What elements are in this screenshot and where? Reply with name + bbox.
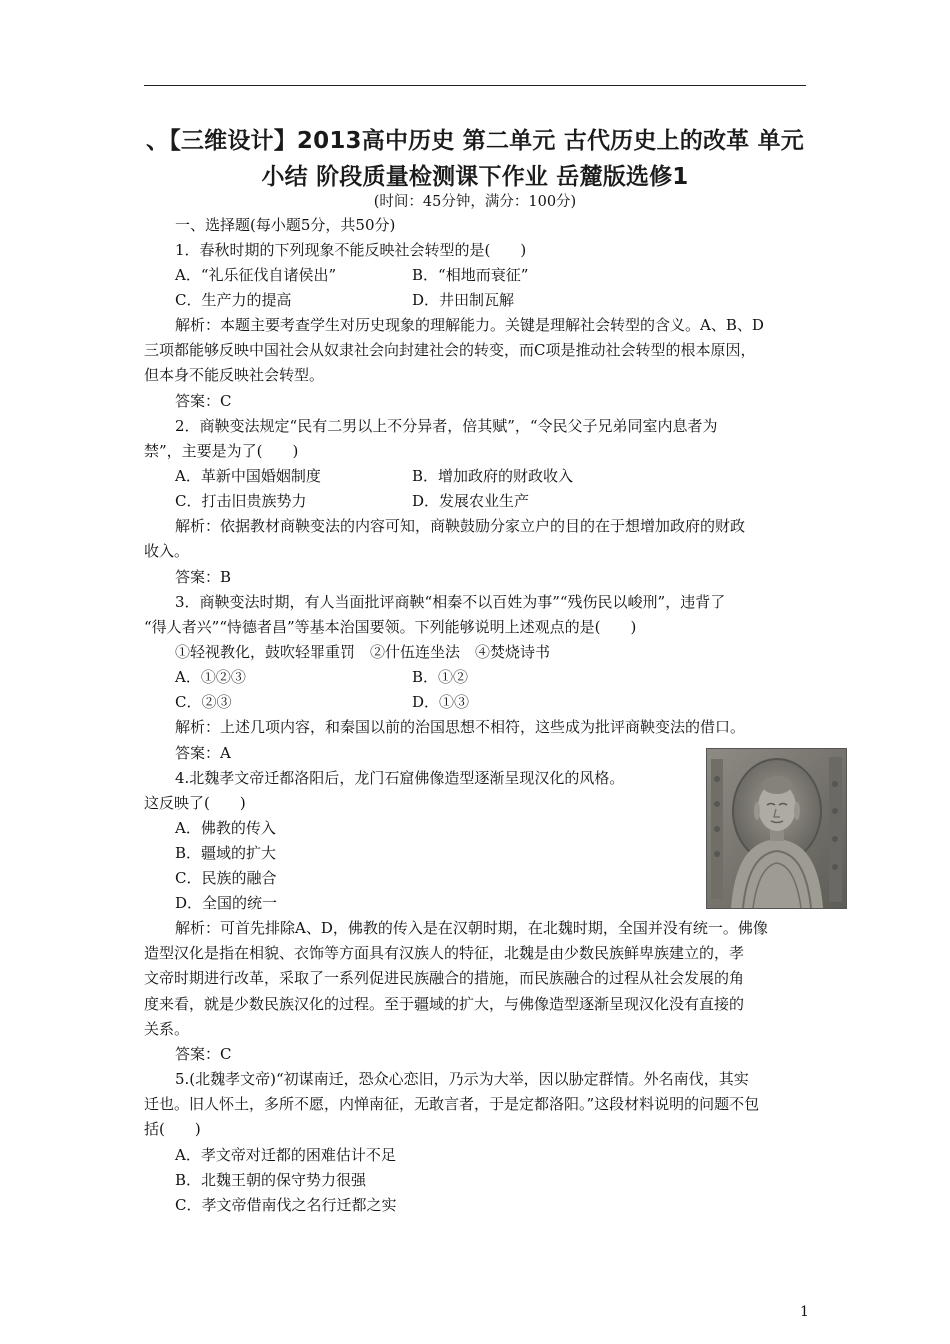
q2-answer: 答案：B (175, 568, 232, 586)
time-score-info: (时间：45分钟，满分：100分) (373, 194, 577, 210)
q2-option-c: C．打击旧贵族势力 (175, 492, 307, 510)
q5-option-b: B．北魏王朝的保守势力很强 (175, 1171, 367, 1189)
q3-items: ①轻视教化，鼓吹轻罪重罚 ②什伍连坐法 ④焚烧诗书 (175, 643, 551, 661)
q2-analysis-line1: 解析：依据教材商鞅变法的内容可知，商鞅鼓励分家立户的目的在于想增加政府的财政 (175, 517, 746, 535)
q3-analysis: 解析：上述几项内容，和秦国以前的治国思想不相符，这些成为批评商鞅变法的借口。 (175, 718, 746, 736)
q3-option-b: B．①② (412, 668, 469, 686)
q5-stem-line1: 5.(北魏孝文帝)“初谋南迁，恐众心恋旧，乃示为大举，因以胁定群情。外名南伐，其实 (175, 1070, 749, 1088)
q2-analysis-line2: 收入。 (144, 542, 190, 560)
q3-stem-line2: “得人者兴”“恃德者昌”等基本治国要领。下列能够说明上述观点的是( ) (144, 618, 637, 636)
q4-analysis-line2: 造型汉化是指在相貌、衣饰等方面具有汉族人的特征，北魏是由少数民族鲜卑族建立的，孝 (144, 944, 745, 962)
q1-analysis-line3: 但本身不能反映社会转型。 (144, 366, 325, 384)
q1-option-b: B．“相地而衰征” (412, 266, 529, 284)
q4-analysis-line1: 解析：可首先排除A、D，佛教的传入是在汉朝时期，在北魏时期，全国并没有统一。佛像 (175, 919, 768, 937)
q4-option-d: D．全国的统一 (175, 894, 278, 912)
page-number: 1 (800, 1304, 809, 1320)
q4-option-b: B．疆域的扩大 (175, 844, 277, 862)
q3-option-d: D．①③ (412, 693, 470, 711)
q4-option-a: A．佛教的传入 (175, 819, 276, 837)
q3-stem-line1: 3．商鞅变法时期，有人当面批评商鞅“相秦不以百姓为事”“残伤民以峻刑”，违背了 (175, 593, 726, 611)
q5-stem-line2: 迁也。旧人怀土，多所不愿，内惮南征，无敢言者，于是定都洛阳。”这段材料说明的问题不包 (144, 1095, 760, 1113)
q1-answer: 答案：C (175, 392, 232, 410)
q5-stem-line3: 括( ) (144, 1120, 201, 1138)
q4-stem-line1: 4.北魏孝文帝迁都洛阳后，龙门石窟佛像造型逐渐呈现汉化的风格。 (175, 769, 625, 787)
page-title-line1: 、【三维设计】2013高中历史 第二单元 古代历史上的改革 单元 (146, 128, 804, 154)
q4-analysis-line4: 度来看，就是少数民族汉化的过程。至于疆域的扩大，与佛像造型逐渐呈现汉化没有直接的 (144, 995, 745, 1013)
q3-answer: 答案：A (175, 744, 231, 762)
q2-option-b: B．增加政府的财政收入 (412, 467, 574, 485)
q4-analysis-line5: 关系。 (144, 1020, 190, 1038)
page-title-line2: 小结 阶段质量检测课下作业 岳麓版选修1 (261, 164, 689, 190)
q3-option-a: A．①②③ (175, 668, 246, 686)
q5-option-c: C．孝文帝借南伐之名行迁都之实 (175, 1196, 397, 1214)
q2-stem-line1: 2．商鞅变法规定“民有二男以上不分异者，倍其赋”，“令民父子兄弟同室内息者为 (175, 417, 718, 435)
q2-option-d: D．发展农业生产 (412, 492, 530, 510)
q5-option-a: A．孝文帝对迁都的困难估计不足 (175, 1146, 396, 1164)
q4-analysis-line3: 文帝时期进行改革，采取了一系列促进民族融合的措施，而民族融合的过程从社会发展的角 (144, 969, 745, 987)
q2-option-a: A．革新中国婚姻制度 (175, 467, 321, 485)
q4-option-c: C．民族的融合 (175, 869, 277, 887)
q4-answer: 答案：C (175, 1045, 232, 1063)
q1-option-d: D．井田制瓦解 (412, 291, 515, 309)
q3-option-c: C．②③ (175, 693, 232, 711)
q1-option-c: C．生产力的提高 (175, 291, 292, 309)
q1-option-a: A．“礼乐征伐自诸侯出” (175, 266, 337, 284)
q1-stem: 1．春秋时期的下列现象不能反映社会转型的是( ) (175, 241, 527, 259)
buddha-statue-photo (706, 748, 847, 909)
q1-analysis-line2: 三项都能够反映中国社会从奴隶社会向封建社会的转变，而C项是推动社会转型的根本原因， (144, 341, 756, 359)
header-rule (144, 85, 806, 86)
q4-stem-line2: 这反映了( ) (144, 794, 246, 812)
q2-stem-line2: 禁”，主要是为了( ) (144, 442, 299, 460)
section-heading: 一、选择题(每小题5分，共50分) (175, 216, 396, 234)
q1-analysis-line1: 解析：本题主要考查学生对历史现象的理解能力。关键是理解社会转型的含义。A、B、D (175, 316, 764, 334)
